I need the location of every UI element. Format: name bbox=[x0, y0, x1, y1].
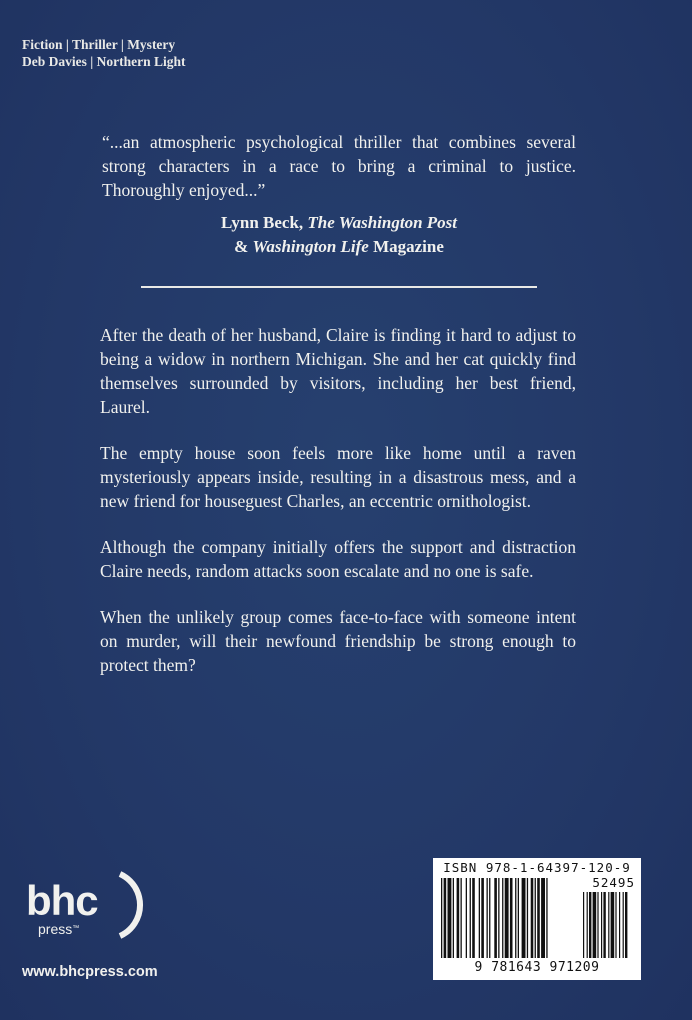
barcode-bar bbox=[515, 878, 516, 958]
attribution-line-2 bbox=[100, 235, 578, 259]
publisher-website: www.bhcpress.com bbox=[22, 964, 158, 980]
barcode-bar bbox=[625, 892, 627, 958]
barcode-bar bbox=[448, 878, 452, 958]
barcode-bar bbox=[593, 892, 597, 958]
barcode-bar bbox=[537, 878, 540, 958]
barcode-bar bbox=[587, 892, 588, 958]
blurb-paragraph: Although the company initially offers the support and distraction Claire needs, random attacks soon escalate and no one is safe. bbox=[100, 537, 576, 581]
barcode-bar bbox=[487, 878, 488, 958]
barcode-bar bbox=[505, 878, 509, 958]
barcode-bar bbox=[472, 878, 475, 958]
author-series-line: Deb Davies | Northern Light bbox=[22, 54, 186, 69]
blurb-paragraph: The empty house soon feels more like home until a raven mysteriously appears inside, resulting in a disastrous mess, and a new friend for houseguest Charles, an eccentric ornithologist. bbox=[100, 443, 576, 511]
barcode-bar bbox=[441, 878, 442, 958]
barcode-bar bbox=[603, 892, 605, 958]
divider bbox=[141, 286, 537, 288]
logo-subword: press™ bbox=[38, 921, 80, 937]
barcode-bar bbox=[457, 878, 460, 958]
barcode-bar bbox=[502, 878, 503, 958]
barcode-bar bbox=[597, 892, 598, 958]
barcode-bar bbox=[461, 878, 462, 958]
barcode-bar bbox=[498, 878, 499, 958]
barcode-digits: 9 781643 971209 bbox=[474, 960, 600, 975]
barcode-bar bbox=[489, 878, 490, 958]
barcode-bar bbox=[522, 878, 526, 958]
attribution-line-1 bbox=[100, 211, 578, 235]
barcode-bar bbox=[470, 878, 471, 958]
barcode-bar bbox=[535, 878, 536, 958]
barcode-bar bbox=[466, 878, 467, 958]
barcode-bar bbox=[481, 878, 484, 958]
barcode-bar bbox=[615, 892, 616, 958]
genre-line: Fiction | Thriller | Mystery bbox=[22, 37, 176, 52]
publisher-logo bbox=[22, 870, 152, 940]
review-attribution bbox=[100, 211, 578, 259]
blurb-paragraph: After the death of her husband, Claire is finding it hard to adjust to being a widow in northern Michigan. She and her cat quickly find themselves surrounded by visitors, including her best friend, Laurel. bbox=[100, 325, 576, 417]
barcode-bar bbox=[623, 892, 624, 958]
barcode-bar bbox=[494, 878, 497, 958]
book-meta bbox=[22, 36, 185, 70]
isbn-barcode bbox=[433, 858, 641, 980]
barcode-bar bbox=[608, 892, 609, 958]
barcode-bar bbox=[546, 878, 547, 958]
barcode-bar bbox=[589, 892, 591, 958]
barcode-bar bbox=[518, 878, 519, 958]
barcode-bar bbox=[583, 892, 584, 958]
logo-wordmark: bhc bbox=[26, 877, 98, 924]
barcode-bar bbox=[601, 892, 602, 958]
book-blurb bbox=[100, 323, 576, 699]
blurb-paragraph: When the unlikely group comes face-to-face with someone intent on murder, will their newfound friendship be strong enough to protect them? bbox=[100, 607, 576, 675]
barcode-bar bbox=[444, 878, 447, 958]
reviewer-name: Lynn Beck, bbox=[220, 213, 308, 232]
barcode-bar bbox=[531, 878, 534, 958]
magazine-suffix: Magazine bbox=[368, 237, 444, 256]
barcode-bar bbox=[611, 892, 615, 958]
barcode-bar bbox=[619, 892, 620, 958]
isbn-number: ISBN 978-1-64397-120-9 bbox=[443, 860, 631, 875]
ampersand: & bbox=[234, 237, 253, 256]
price-code: 52495 bbox=[592, 875, 635, 890]
publication-name: The Washington Post bbox=[307, 213, 458, 232]
barcode-bar bbox=[541, 878, 545, 958]
magazine-name: Washington Life bbox=[252, 237, 369, 256]
barcode-bar bbox=[510, 878, 513, 958]
barcode-bar bbox=[527, 878, 528, 958]
barcode-bar bbox=[453, 878, 454, 958]
barcode-bar bbox=[479, 878, 480, 958]
review-quote: “...an atmospheric psychological thriller that combines several strong characters in a race to bring a criminal to justice. Thoroughly enjoyed...” bbox=[102, 132, 576, 200]
